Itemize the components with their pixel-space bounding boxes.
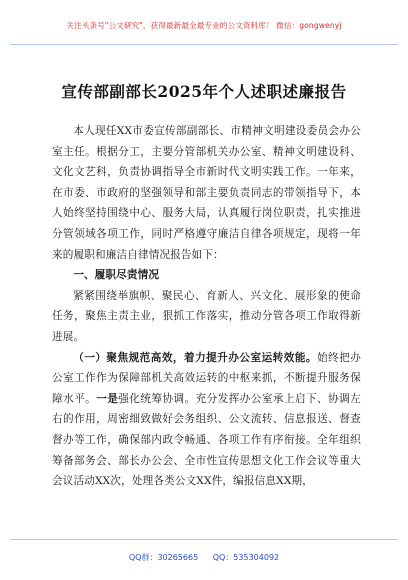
subsection-1-paragraph: [52, 348, 361, 492]
footer-qq-group: QQ群：30265665: [128, 553, 199, 562]
page-footer: [10, 539, 398, 580]
subsection-1-body-a: 始终把办公室工作作为保障部机关高效运转的中枢来抓，不断提升服务保障水平。: [52, 351, 361, 405]
document-title: 宣传部副部长2025年个人述职述廉报告: [61, 82, 347, 101]
footer-contact: [10, 552, 398, 563]
footer-qq: QQ：535304092: [212, 553, 280, 562]
subsection-1-heading: （一）聚焦规范高效，着力提升办公室运转效能。: [73, 351, 317, 364]
document-body: [52, 121, 361, 492]
intro-paragraph: 本人现任XX市委宣传部副部长、市精神文明建设委员会办公室主任。根据分工，主要分管部机关办公室、精神文明建设科、文化文艺科，负责协调指导全市新时代文明实践工作。一年来，在市委、市政府的坚强领导和部主要负责同志的带领指导下，本人始终坚持围绕中心、服务大局，认真履行岗位职责，扎实推进分管领域各项工作，同时严格遵守廉洁自律各项规定，现将一年来的履职和廉洁自律情况报告如下：: [52, 125, 361, 261]
page-header: [10, 6, 398, 45]
section-heading-1: 一、履职尽责情况: [73, 269, 160, 282]
subsection-1-marker: 一是: [96, 392, 119, 405]
header-notice[interactable]: 关注头条号"公文研究"，获得最新最全最专业的公文资料库！ 微信：gongwenyj: [66, 21, 342, 30]
subsection-1-body-b: 强化统筹协调。充分发挥办公室承上启下、协调左右的作用，周密细致做好会务组织、公文流转、信息报送、督查督办等工作，确保部内政令畅通、各项工作有序衔接。全年组织筹备部务会、部长办公会、全市性宣传思想文化工作会议等重大会议活动XX次，处理各类公文XX件，编报信息XX期，: [52, 392, 361, 488]
section-1-intro: 紧紧围绕举旗帜、聚民心、育新人、兴文化、展形象的使命任务，聚焦主责主业，狠抓工作落实，推动分管各项工作取得新进展。: [52, 289, 361, 343]
